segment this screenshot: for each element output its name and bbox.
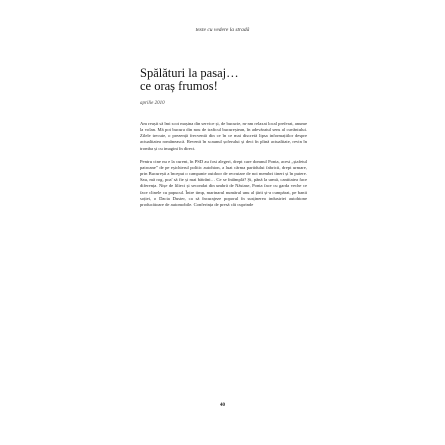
chapter-date: aprilie 2010	[140, 101, 165, 106]
paragraph-1: Am reușit să îmi scot mașina din service și, de bucurie, m-am relaxat local preferat, anume la volan. Mă pot bucura din nou de traficul bucureștean, în adevăratul sens al cuvântului. Zilele trecute, o prezență frecventă din ce în ce mai discretă lipsa informațiilor despre actualitatea românească. Revenit în scaunul șoferului și deci în plină actualitate, revin în tromba și cu imagini în direct.	[140, 121, 307, 151]
body-text	[140, 121, 307, 208]
page-number: 40	[220, 403, 225, 408]
paragraph-2: Pentru cine nu e la curent, în PSD au fost alegeri, drept care domnul Ponta, acest „ștafetul patroane” de pe eșichierul politic autohton, a luat cârma partidului fabricii, drept urmare, prin București a început o campanie outdoor de recrutare de noi membri tineri și în putere. Sau, mă rog, poa' să fie și mai bătrâni… Ce se întâmplă? Și, până la urmă, cantitatea face diferența. Nișe de lilieci și secondat din umbră de Năstase, Ponta face cu garda veche ce face clinele cu papucul. Între timp, marinarul numărul unu al țării și-a cumpărat, pe banii soției, o Dacia Duster, ca să încurajeze poporul în susținerea industriei autohtone producătoare de automobile. Conferința de presă cât cuprinde	[140, 158, 307, 207]
chapter-title-line-1: Spălături la pasaj…	[140, 66, 239, 80]
chapter-title-line-2: ce oraș frumos!	[140, 79, 218, 93]
chapter-title	[140, 67, 320, 93]
running-head: texte cu vedere la stradă	[195, 27, 250, 33]
